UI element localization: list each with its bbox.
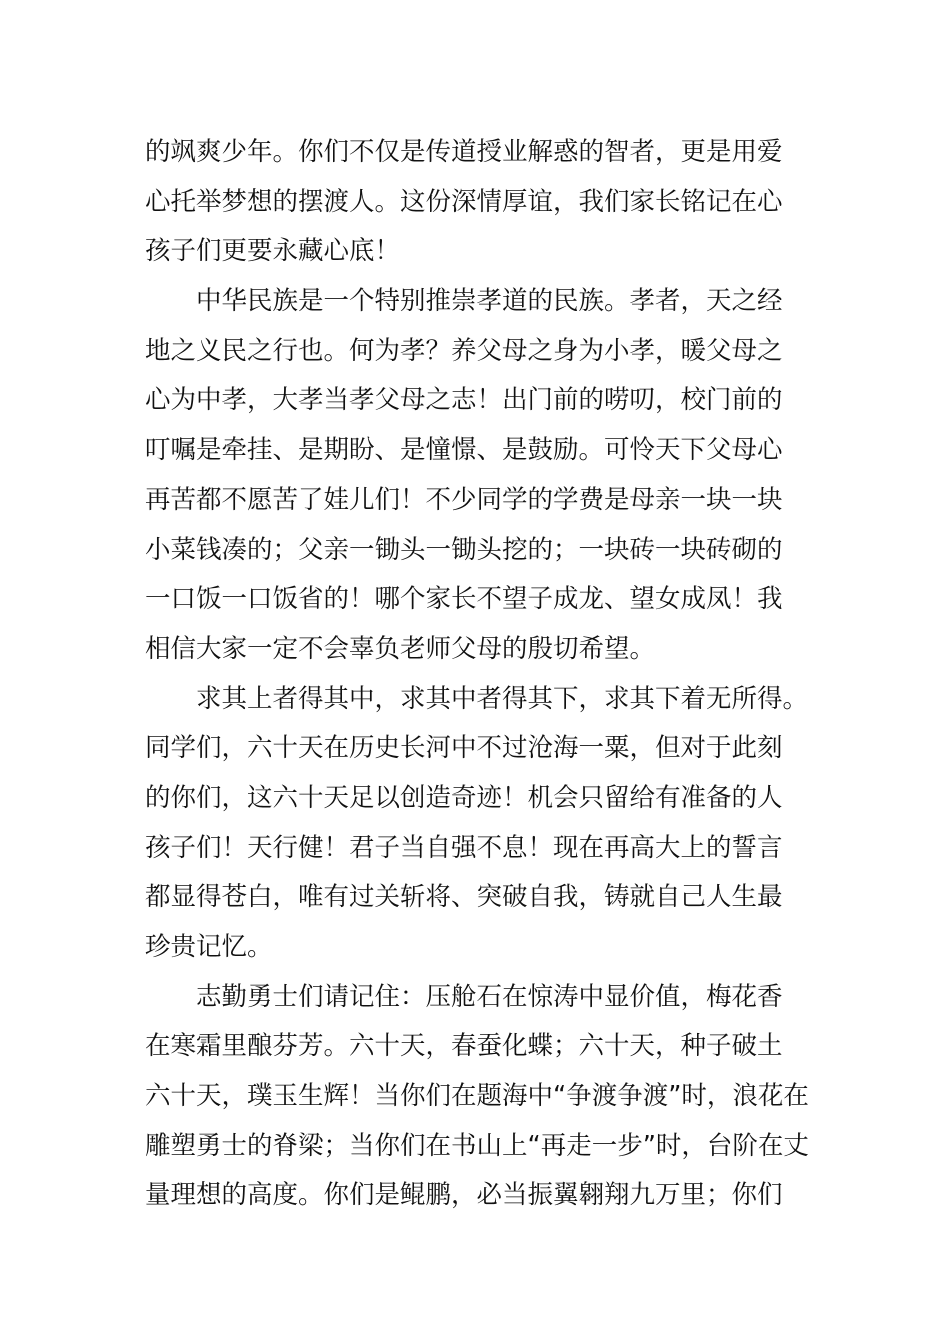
text-line: 雕塑勇士的脊梁；当你们在书山上“再走一步”时，台阶在丈 bbox=[145, 1130, 809, 1161]
text-line: 孩子们！天行健！君子当自强不息！现在再高大上的誓言 bbox=[145, 832, 783, 863]
text-line: 叮嘱是牵挂、是期盼、是憧憬、是鼓励。可怜天下父母心 bbox=[145, 435, 783, 466]
text-line: 相信大家一定不会辜负老师父母的殷切希望。 bbox=[145, 633, 656, 664]
paragraph-first-line: 中华民族是一个特别推崇孝道的民族。孝者，天之经 bbox=[196, 286, 783, 317]
paragraph-first-line: 求其上者得其中，求其中者得其下，求其下着无所得。 bbox=[196, 683, 809, 714]
text-line: 再苦都不愿苦了娃儿们！不少同学的学费是母亲一块一块 bbox=[145, 484, 783, 515]
text-line: 同学们，六十天在历史长河中不过沧海一粟，但对于此刻 bbox=[145, 733, 783, 764]
text-line: 量理想的高度。你们是鲲鹏，必当振翼翱翔九万里；你们 bbox=[145, 1180, 783, 1211]
text-line: 小菜钱凑的；父亲一锄头一锄头挖的；一块砖一块砖砌的 bbox=[145, 534, 783, 565]
paragraph-first-line: 志勤勇士们请记住：压舱石在惊涛中显价值，梅花香 bbox=[196, 981, 783, 1012]
body-text bbox=[145, 128, 825, 1221]
text-line: 都显得苍白，唯有过关斩将、突破自我，铸就自己人生最 bbox=[145, 882, 783, 913]
text-line: 的飒爽少年。你们不仅是传道授业解惑的智者，更是用爱 bbox=[145, 137, 783, 167]
text-line: 在寒霜里酿芬芳。六十天，春蚕化蝶；六十天，种子破土 bbox=[145, 1031, 783, 1062]
text-line: 一口饭一口饭省的！哪个家长不望子成龙、望女成凤！我 bbox=[145, 584, 783, 615]
text-line: 地之义民之行也。何为孝？养父母之身为小孝，暖父母之 bbox=[145, 335, 783, 366]
text-line: 六十天，璞玉生辉！当你们在题海中“争渡争渡”时，浪花在 bbox=[145, 1081, 809, 1112]
text-line: 心托举梦想的摆渡人。这份深情厚谊，我们家长铭记在心 bbox=[145, 186, 783, 217]
text-line: 珍贵记忆。 bbox=[145, 932, 273, 962]
text-line: 心为中孝，大孝当孝父母之志！出门前的唠叨，校门前的 bbox=[145, 385, 783, 416]
text-line: 孩子们更要永藏心底！ bbox=[145, 236, 401, 267]
text-line: 的你们，这六十天足以创造奇迹！机会只留给有准备的人 bbox=[145, 782, 783, 813]
